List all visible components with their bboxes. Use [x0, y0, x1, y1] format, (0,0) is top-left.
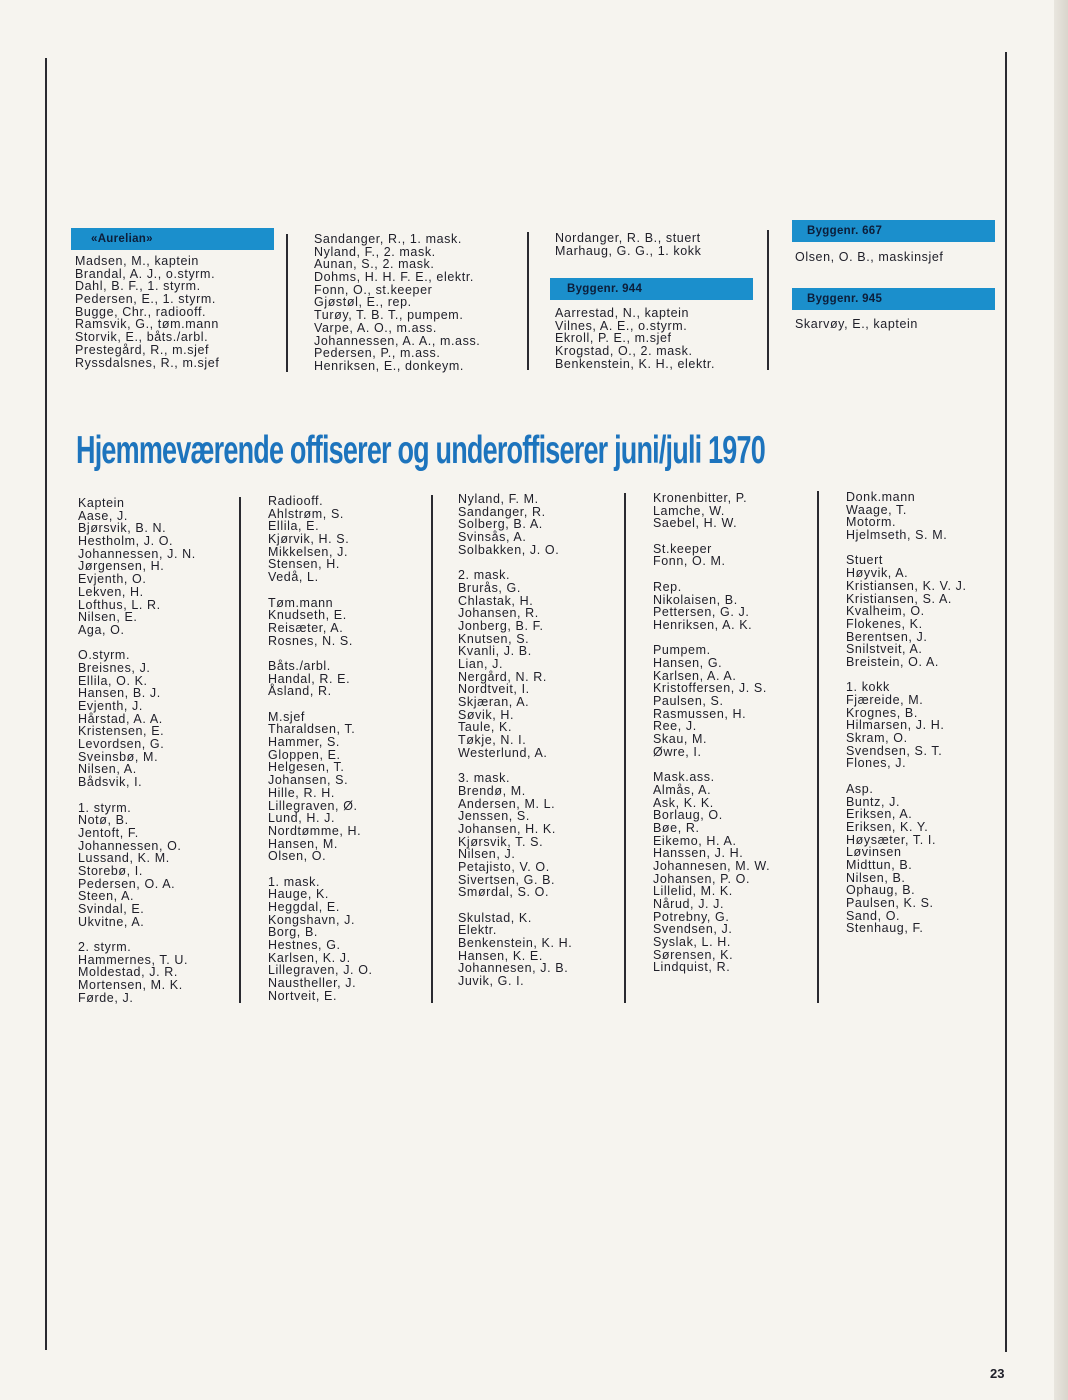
list-item: Bådsvik, I. [78, 775, 143, 790]
list-item: Eikemo, H. A. [653, 833, 737, 848]
list-item: Borlaug, O. [653, 808, 723, 823]
list-item: Lofthus, L. R. [78, 597, 161, 612]
list-item: Nilsen, E. [78, 610, 138, 625]
list-item: Pedersen, O. A. [78, 876, 176, 891]
list-item: Ahlstrøm, S. [268, 506, 344, 521]
list-item: Smørdal, S. O. [458, 885, 550, 900]
list-item: Helgesen, T. [268, 760, 345, 775]
list-item: St.keeper [653, 541, 712, 556]
roster-column-1 [78, 497, 196, 1017]
list-item: Elektr. [458, 923, 497, 938]
list-item: Hestholm, J. O. [78, 534, 174, 549]
list-item: Kvanli, J. B. [458, 644, 532, 659]
list-item: Lian, J. [458, 656, 504, 671]
list-item: Buntz, J. [846, 794, 901, 809]
list-item: Asp. [846, 781, 874, 796]
list-item: Pedersen, E., 1. styrm. [75, 292, 216, 307]
list-item: Lindquist, R. [653, 960, 731, 975]
list-item: Levordsen, G. [78, 737, 165, 752]
list-item: Skau, M. [653, 732, 708, 747]
list-item: Handal, R. E. [268, 671, 351, 686]
list-item: Breisnes, J. [78, 660, 151, 675]
list-item: Eriksen, K. Y. [846, 819, 929, 834]
list-item: Pettersen, G. J. [653, 605, 750, 620]
roster-section [268, 660, 373, 698]
list-item: Johannessen, J. N. [78, 546, 196, 561]
byggenr-944-title: Byggenr. 944 [567, 283, 643, 295]
list-item: Nortveit, E. [268, 988, 338, 1003]
list-item: Ryssdalsnes, R., m.sjef [75, 355, 220, 370]
list-item: Westerlund, A. [458, 745, 548, 760]
left-margin-rule [45, 58, 47, 1350]
list-item: Flones, J. [846, 756, 907, 771]
list-item: Fjæreide, M. [846, 693, 924, 707]
list-item: Storebø, I. [78, 863, 143, 878]
list-item: Hanssen, J. H. [653, 846, 744, 861]
aurelian-title: «Aurelian» [91, 233, 153, 245]
list-item: Sandanger, R. [458, 504, 546, 519]
list-item: Sandanger, R., 1. mask. [314, 232, 462, 246]
list-item: Radiooff. [268, 494, 324, 508]
aurelian-list-2 [314, 233, 480, 373]
list-item: Hille, R. H. [268, 785, 335, 800]
list-item: Pedersen, P., m.ass. [314, 346, 441, 361]
list-item: Ask, K. K. [653, 795, 714, 810]
roster-section [653, 644, 770, 758]
list-item: Mask.ass. [653, 770, 715, 785]
list-item: Jentoft, F. [78, 825, 139, 840]
list-item: Nilsen, J. [458, 847, 516, 862]
list-item: 1. styrm. [78, 800, 132, 815]
list-item: Nordanger, R. B., stuert [555, 231, 701, 245]
list-item: Svindal, E. [78, 902, 145, 916]
list-item: Ophaug, B. [846, 883, 916, 898]
roster-section [653, 771, 770, 974]
list-item: Olsen, O. B., maskinsjef [795, 250, 944, 264]
list-item: Rее, J. [653, 719, 697, 734]
aurelian-list-1 [75, 255, 219, 369]
list-item: Johannessen, A. A., m.ass. [314, 333, 481, 348]
list-item: Benkenstein, K. H., elektr. [555, 356, 716, 371]
column-divider [624, 493, 626, 1003]
list-item: Åsland, R. [268, 684, 332, 699]
list-item: Lekven, H. [78, 584, 144, 599]
list-item: Turøy, T. B. T., pumpem. [314, 308, 464, 323]
list-item: 1. kokk [846, 680, 890, 695]
list-item: Madsen, M., kaptein [75, 254, 199, 268]
list-item: Stenhaug, F. [846, 921, 924, 936]
list-item: Kvalheim, O. [846, 604, 925, 619]
list-item: Ellila, O. K. [78, 673, 148, 688]
list-item: Potrebny, G. [653, 909, 730, 924]
list-item: Midttun, B. [846, 857, 913, 872]
list-item: Sørensen, K. [653, 947, 734, 962]
column-divider [817, 491, 819, 1003]
list-item: Skulstad, K. [458, 910, 532, 925]
top-divider [527, 232, 529, 370]
list-item: Svinsås, A. [458, 530, 527, 545]
byggenr-944-title-bar [550, 278, 753, 300]
list-item: Gjøstøl, E., rep. [314, 295, 412, 310]
list-item: 3. mask. [458, 771, 511, 786]
list-item: Høyvik, A. [846, 566, 909, 581]
roster-column-2 [268, 495, 373, 1015]
list-item: Lund, H. J. [268, 811, 336, 826]
list-item: Svendsen, J. [653, 922, 733, 937]
list-item: Hjelmseth, S. M. [846, 528, 948, 543]
list-item: Brurås, G. [458, 580, 521, 595]
list-item: Evjenth, J. [78, 699, 143, 713]
list-item: Kristoffersen, J. S. [653, 681, 767, 696]
list-item: Sveinsbø, M. [78, 749, 159, 764]
list-item: Lillegraven, Ø. [268, 798, 358, 813]
list-item: Vilnes, A. E., o.styrm. [555, 318, 688, 333]
list-item: Brendø, M. [458, 783, 526, 798]
list-item: Heggdal, E. [268, 900, 340, 914]
list-item: Hilmarsen, J. H. [846, 718, 945, 733]
list-item: Knutsen, S. [458, 631, 530, 646]
list-item: Lillelid, M. K. [653, 884, 733, 899]
list-item: Rosnes, N. S. [268, 633, 353, 648]
list-item: Vedå, L. [268, 570, 319, 585]
list-item: Flokenes, K. [846, 616, 923, 631]
list-item: Juvik, G. I. [458, 974, 525, 989]
list-item: Hansen, M. [268, 836, 338, 851]
list-item: Jonberg, B. F. [458, 618, 544, 633]
list-item: Karlsen, K. J. [268, 950, 351, 965]
list-item: Ramsvik, G., tøm.mann [75, 317, 219, 332]
list-item: Bøe, R. [653, 820, 700, 835]
list-item: Andersen, M. L. [458, 796, 556, 811]
list-item: Prestegård, R., m.sjef [75, 342, 210, 357]
page-edge [1054, 0, 1068, 1400]
list-item: Brandal, A. J., o.styrm. [75, 266, 216, 281]
list-item: Hammernes, T. U. [78, 952, 189, 967]
list-item: O.styrm. [78, 648, 131, 663]
list-item: Nikolaisen, B. [653, 592, 738, 607]
list-item: Lamche, W. [653, 503, 725, 518]
list-item: Førde, J. [78, 990, 134, 1005]
list-item: Bjørsvik, B. N. [78, 521, 167, 536]
roster-section [846, 681, 967, 770]
roster-section [653, 492, 770, 530]
list-item: Breistein, O. A. [846, 654, 939, 669]
column-divider [431, 495, 433, 1003]
roster-section [458, 569, 572, 759]
list-item: Reisæter, A. [268, 620, 344, 635]
roster-section [78, 649, 196, 789]
list-item: Stuert [846, 553, 883, 568]
byggenr-945-title-bar [792, 288, 995, 310]
byggenr-944-list [555, 307, 715, 370]
list-item: Nordtveit, I. [458, 682, 530, 697]
list-item: Øwre, I. [653, 744, 702, 759]
list-item: Høysæter, T. I. [846, 832, 937, 847]
aurelian-title-bar [71, 228, 274, 250]
list-item: Ekroll, P. E., m.sjef [555, 331, 672, 346]
list-item: Hansen, K. E. [458, 948, 543, 963]
list-item: Nausthеller, J. [268, 976, 357, 991]
roster-section [78, 941, 196, 1004]
list-item: Mortensen, M. K. [78, 978, 183, 993]
list-item: Dahl, B. F., 1. styrm. [75, 279, 201, 294]
list-item: Jenssen, S. [458, 809, 530, 824]
list-item: Donk.mann [846, 490, 916, 504]
list-item: Eriksen, A. [846, 807, 913, 822]
list-item: Fonn, O. M. [653, 554, 726, 569]
page-number: 23 [990, 1366, 1005, 1381]
list-item: Johannesen, M. W. [653, 858, 771, 873]
list-item: Ukvitne, A. [78, 914, 145, 929]
list-item: 1. mask. [268, 874, 321, 889]
list-item: Rep. [653, 579, 682, 594]
list-item: Tøm.mann [268, 595, 334, 610]
list-item: Borg, B. [268, 925, 318, 940]
list-item: Båts./arbl. [268, 658, 331, 673]
list-item: Johansen, R. [458, 606, 539, 621]
list-item: Hansen, B. J. [78, 686, 161, 701]
list-item: Tøkje, N. I. [458, 733, 527, 748]
column-divider [239, 497, 241, 1003]
list-item: Nordtømme, H. [268, 823, 362, 838]
list-item: Notø, B. [78, 813, 129, 828]
roster-section [458, 912, 572, 988]
list-item: M.sjef [268, 709, 305, 724]
list-item: Taule, K. [458, 720, 513, 735]
roster-section [846, 491, 967, 542]
list-item: Stensen, H. [268, 557, 340, 572]
list-item: Nårud, J. J. [653, 897, 725, 911]
roster-section [78, 802, 196, 929]
list-item: Waage, T. [846, 502, 907, 517]
list-item: Benkenstein, K. H. [458, 936, 573, 951]
list-item: Marhaug, G. G., 1. kokk [555, 243, 702, 258]
roster-column-4 [653, 492, 770, 987]
list-item: Steen, A. [78, 889, 135, 904]
list-item: Hestnes, G. [268, 938, 341, 953]
list-item: Aarrestad, N., kaptein [555, 306, 690, 320]
list-item: Lussand, K. M. [78, 851, 170, 866]
list-item: Krognes, B. [846, 705, 918, 720]
list-item: Chlastak, H. [458, 593, 534, 608]
list-item: Mikkelsen, J. [268, 544, 349, 559]
list-item: Rasmussen, H. [653, 706, 747, 721]
roster-section [846, 783, 967, 935]
list-item: Skram, O. [846, 731, 908, 746]
list-item: Johansen, S. [268, 773, 349, 788]
list-item: Løvinsen [846, 845, 902, 860]
list-item: Moldestad, J. R. [78, 965, 178, 980]
roster-section [78, 497, 196, 637]
roster-column-5 [846, 491, 967, 948]
aurelian-list-3 [555, 232, 702, 257]
list-item: Lillegraven, J. O. [268, 963, 373, 978]
list-item: Johansen, H. K. [458, 821, 556, 836]
list-item: Hauge, K. [268, 887, 329, 902]
list-item: Kristensen, E. [78, 724, 165, 739]
roster-section [268, 711, 373, 863]
list-item: Syslak, L. H. [653, 935, 731, 950]
list-item: Olsen, O. [268, 849, 327, 864]
list-item: Fonn, O., st.keeper [314, 282, 433, 297]
list-item: Aga, O. [78, 622, 125, 637]
list-item: Knudseth, E. [268, 608, 347, 623]
list-item: Hansen, G. [653, 655, 723, 670]
list-item: Aunan, S., 2. mask. [314, 257, 435, 272]
byggenr-945-title: Byggenr. 945 [807, 293, 883, 305]
list-item: Paulsen, K. S. [846, 896, 934, 910]
list-item: 2. styrm. [78, 940, 132, 955]
list-item: Johannessen, O. [78, 838, 182, 853]
list-item: Skjæran, A. [458, 695, 530, 709]
list-item: Kronenbitter, P. [653, 491, 748, 505]
list-item: Solberg, B. A. [458, 517, 543, 532]
list-item: Snilstveit, A. [846, 642, 923, 657]
list-item: Nyland, F. M. [458, 492, 539, 506]
list-item: Kjørvik, H. S. [268, 532, 350, 547]
list-item: Hårstad, A. A. [78, 711, 163, 726]
list-item: Henriksen, E., donkeym. [314, 358, 464, 373]
list-item: Petajisto, V. O. [458, 859, 550, 874]
list-item: Evjenth, O. [78, 572, 147, 587]
list-item: Nergård, N. R. [458, 669, 547, 684]
list-item: Søvik, H. [458, 707, 515, 722]
byggenr-667-list [795, 251, 943, 264]
list-item: Tharaldsen, T. [268, 722, 356, 737]
list-item: Krogstad, O., 2. mask. [555, 344, 693, 359]
roster-section [268, 495, 373, 584]
list-item: Berentsen, J. [846, 629, 928, 644]
roster-section [458, 493, 572, 556]
list-item: Nilsen, A. [78, 762, 137, 777]
list-item: Storvik, E., båts./arbl. [75, 330, 209, 345]
list-item: Almås, A. [653, 782, 712, 797]
list-item: Dohms, H. H. F. E., elektr. [314, 270, 474, 285]
list-item: Kongshavn, J. [268, 912, 356, 927]
list-item: Solbakken, J. O. [458, 542, 560, 557]
right-margin-rule [1005, 52, 1007, 1352]
list-item: Motorm. [846, 515, 897, 530]
byggenr-945-list [795, 318, 918, 331]
list-item: Pumpem. [653, 643, 711, 658]
list-item: Sivertsen, G. B. [458, 872, 556, 887]
list-item: Skarvøy, E., kaptein [795, 317, 918, 331]
roster-section [268, 876, 373, 1003]
byggenr-667-title-bar [792, 220, 995, 242]
list-item: Kjørsvik, T. S. [458, 834, 544, 849]
list-item: Nyland, F., 2. mask. [314, 244, 436, 259]
list-item: Paulsen, S. [653, 694, 724, 708]
roster-column-3 [458, 493, 572, 1001]
page-heading: Hjemmeværende offiserer og underoffiserer juni/juli 1970 [76, 428, 765, 472]
list-item: Jørgensen, H. [78, 559, 165, 574]
list-item: Gloppen, E. [268, 747, 341, 762]
roster-section [458, 772, 572, 899]
list-item: Johannesen, J. B. [458, 961, 569, 976]
list-item: Henriksen, A. K. [653, 617, 753, 632]
top-divider [286, 234, 288, 372]
roster-section [846, 554, 967, 668]
list-item: Hammer, S. [268, 735, 340, 750]
list-item: Ellila, E. [268, 519, 320, 534]
list-item: Kristiansen, K. V. J. [846, 578, 967, 593]
list-item: Johansen, P. O. [653, 871, 751, 886]
list-item: Bugge, Chr., radiooff. [75, 304, 207, 319]
list-item: Saebel, H. W. [653, 516, 738, 531]
list-item: Varpe, A. O., m.ass. [314, 320, 437, 335]
list-item: 2. mask. [458, 568, 511, 583]
top-divider [767, 230, 769, 370]
list-item: Karlsen, A. A. [653, 668, 737, 683]
list-item: Svendsen, S. T. [846, 743, 943, 758]
list-item: Aase, J. [78, 508, 128, 523]
list-item: Nilsen, B. [846, 870, 906, 885]
list-item: Kristiansen, S. A. [846, 591, 952, 606]
byggenr-667-title: Byggenr. 667 [807, 225, 883, 237]
list-item: Sand, O. [846, 908, 901, 923]
roster-section [653, 543, 770, 568]
list-item: Kaptein [78, 496, 125, 510]
roster-section [653, 581, 770, 632]
roster-section [268, 597, 373, 648]
